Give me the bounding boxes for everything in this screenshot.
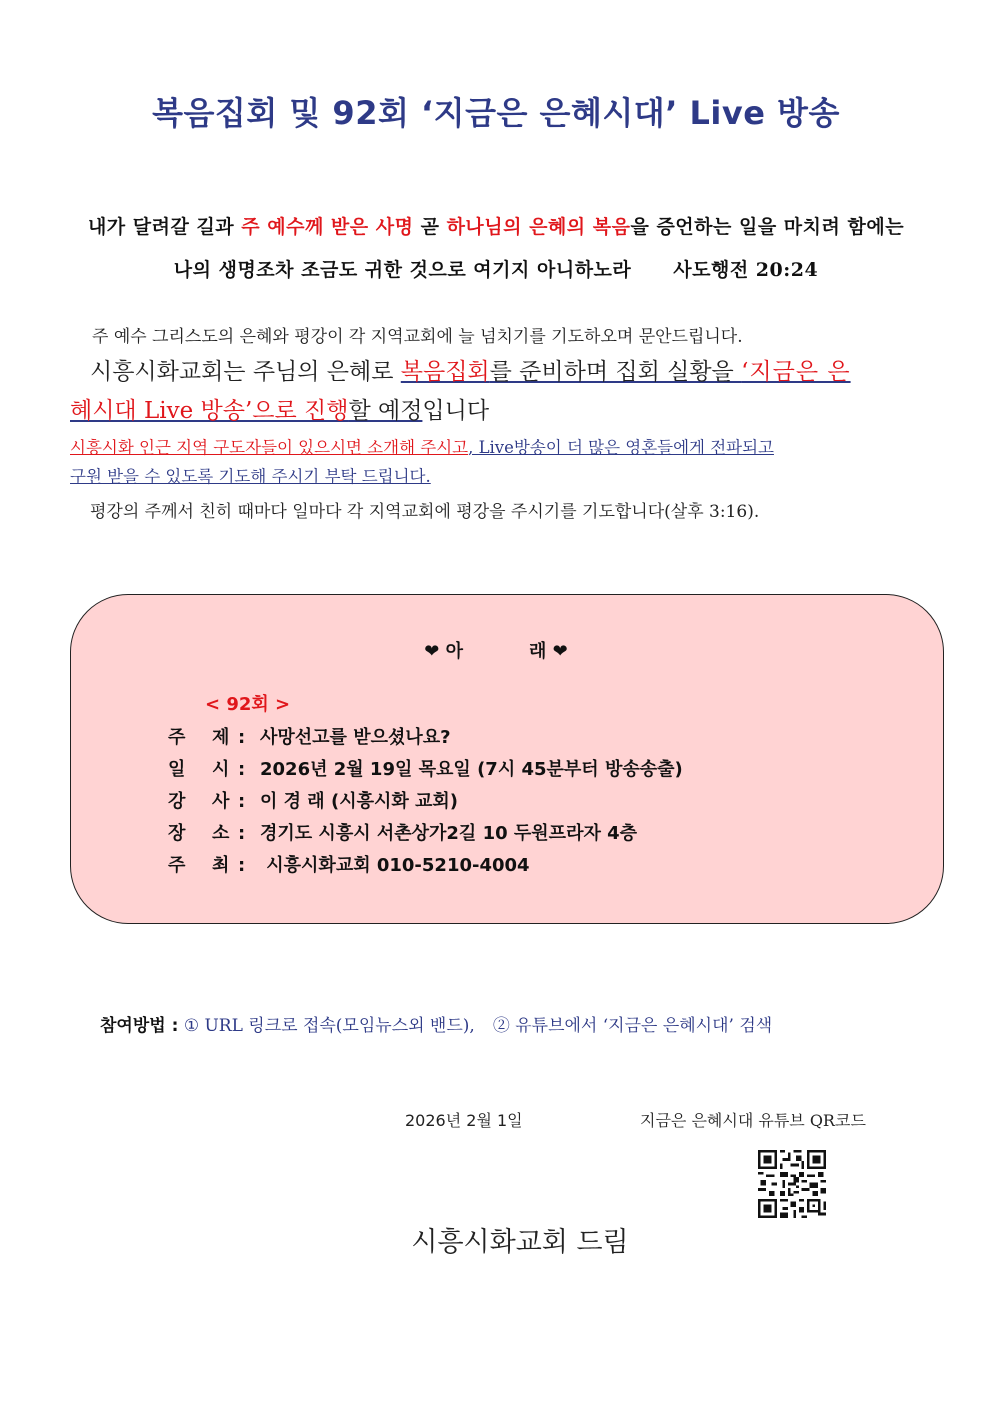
- document-title: 복음집회 및 92회 ‘지금은 은혜시대’ Live 방송: [152, 94, 840, 132]
- row-label: 최: [212, 855, 230, 876]
- qr-code-icon[interactable]: [758, 1150, 826, 1218]
- heart-icon: ❤ 아: [424, 641, 463, 662]
- participation-option-url: ① URL 링크로 접속(모임뉴스외 밴드),: [183, 1016, 475, 1036]
- row-colon: :: [238, 823, 246, 844]
- announcement-text: 를 준비하며 집회 실황을: [489, 359, 742, 385]
- announcement-highlight: 혜시대 Live 방송’으로 진행: [70, 398, 349, 424]
- notice-row-speaker: [168, 787, 458, 813]
- row-value: 사망선고를 받으셨나요?: [260, 727, 451, 748]
- request-text: 시흥시화 인근 지역 구도자들이 있으시면 소개해 주시고: [70, 438, 469, 457]
- participation-label: 참여방법 :: [100, 1016, 179, 1036]
- signature: 시흥시화교회 드림: [411, 1227, 629, 1258]
- row-label: 사: [212, 791, 230, 812]
- session-number: < 92회 >: [205, 694, 291, 715]
- row-label: 주: [168, 855, 186, 876]
- announcement-highlight: ‘지금은 은: [741, 359, 851, 385]
- request-paragraph: [70, 433, 970, 491]
- notice-row-location: [168, 819, 637, 845]
- row-colon: :: [238, 759, 246, 780]
- row-label: 일: [168, 759, 186, 780]
- verse-text: 을 증언하는 일을 마치려 함에는: [630, 216, 905, 238]
- notice-row-topic: [168, 723, 451, 749]
- notice-row-datetime: [168, 755, 683, 781]
- verse-text: 나의 생명조차 조금도 귀한 것으로 여기지 아니하노라: [173, 259, 632, 281]
- row-value: 시흥시화교회 010-5210-4004: [260, 855, 530, 876]
- document-date: 2026년 2월 1일: [405, 1111, 523, 1130]
- notice-row-host: [168, 851, 530, 877]
- request-text: , Live방송이 더 많은 영혼들에게 전파되고: [468, 438, 774, 457]
- row-value: 경기도 시흥시 서촌상가2길 10 두원프라자 4층: [260, 823, 638, 844]
- verse-line-2: [0, 255, 992, 282]
- announcement-line-2: [70, 392, 970, 425]
- request-text: 구원 받을 수 있도록 기도해 주시기 부탁 드립니다.: [70, 467, 431, 486]
- row-colon: :: [238, 855, 246, 876]
- greeting-paragraph: 주 예수 그리스도의 은혜와 평강이 각 지역교회에 늘 넘치기를 기도하오며 문안드립니다.: [92, 327, 743, 347]
- verse-highlight: 주 예수께 받은 사명: [241, 216, 414, 238]
- qr-caption: 지금은 은혜시대 유튜브 QR코드: [640, 1111, 866, 1130]
- verse-line-1: [0, 212, 992, 239]
- verse-highlight: 하나님의 은혜의 복음: [446, 216, 631, 238]
- verse-text: 내가 달려갈 길과: [87, 216, 242, 238]
- participation-option-youtube: ② 유튜브에서 ‘지금은 은혜시대’ 검색: [492, 1016, 773, 1036]
- row-label: 소: [212, 823, 230, 844]
- row-label: 장: [168, 823, 186, 844]
- notice-heading: [0, 637, 992, 663]
- row-label: 제: [212, 727, 230, 748]
- announcement-text: 할 예정: [348, 398, 423, 424]
- announcement-highlight: 복음집회: [400, 359, 490, 385]
- verse-reference: 사도행전 20:24: [673, 259, 819, 281]
- row-label: 주: [168, 727, 186, 748]
- row-colon: :: [238, 727, 246, 748]
- announcement-text: 시흥시화교회는 주님의 은혜로: [90, 359, 401, 385]
- row-colon: :: [238, 791, 246, 812]
- verse-text: 곧: [413, 216, 447, 238]
- row-label: 강: [168, 791, 186, 812]
- heart-icon: 래 ❤: [529, 641, 568, 662]
- row-label: 시: [212, 759, 230, 780]
- announcement-text: 입니다: [422, 398, 490, 424]
- announcement-line-1: [70, 352, 990, 392]
- row-value: 2026년 2월 19일 목요일 (7시 45분부터 방송송출): [260, 759, 683, 780]
- participation-line: [100, 1011, 772, 1036]
- row-value: 이 경 래 (시흥시화 교회): [260, 791, 459, 812]
- blessing-paragraph: 평강의 주께서 친히 때마다 일마다 각 지역교회에 평강을 주시기를 기도합니다(살후 3:16).: [90, 502, 760, 522]
